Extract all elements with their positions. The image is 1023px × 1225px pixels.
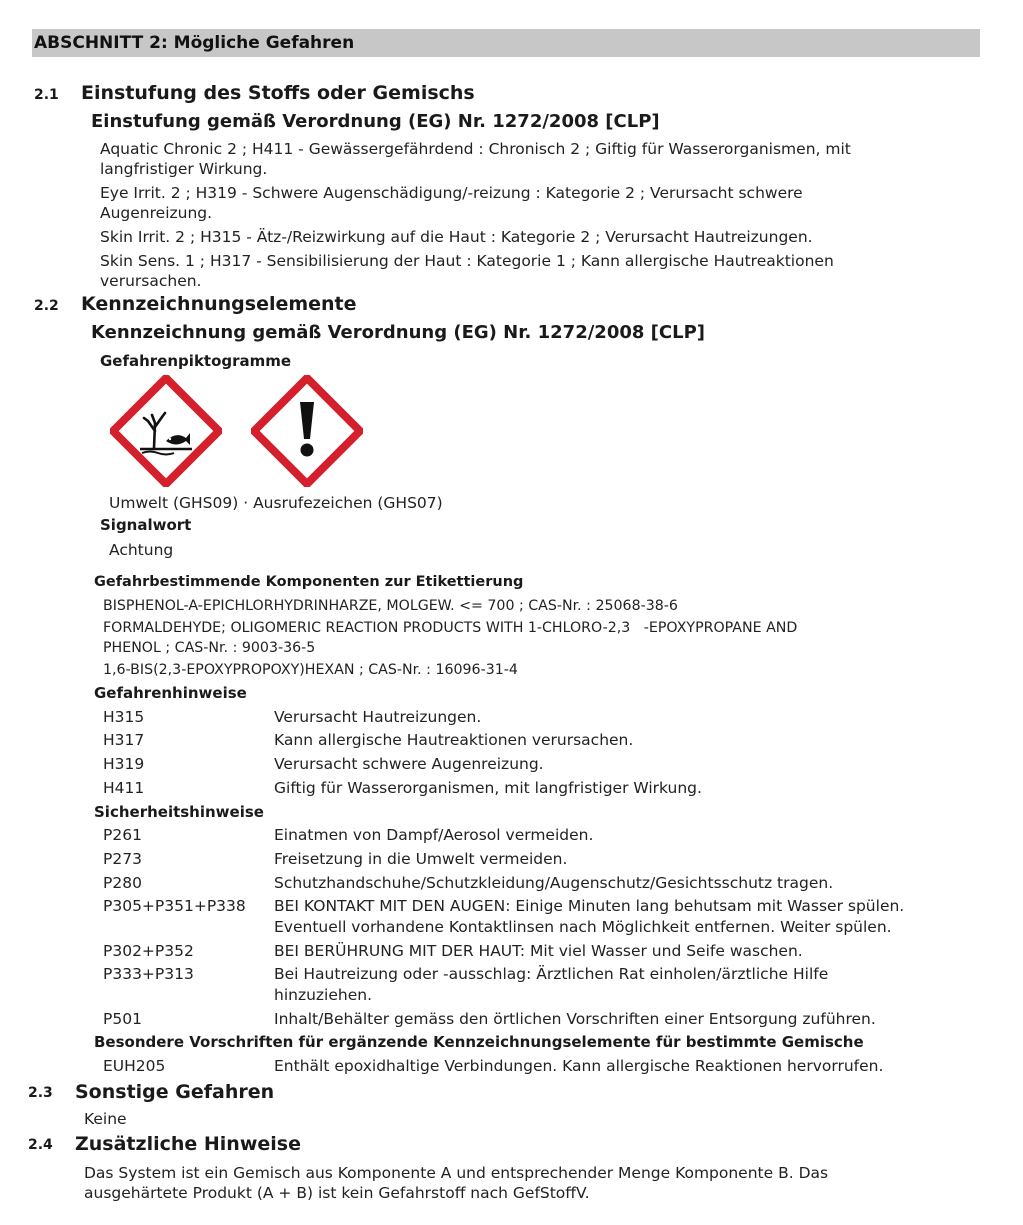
hazard-text: Verursacht schwere Augenreizung. <box>274 755 544 773</box>
hazard-code: H319 <box>103 755 145 773</box>
precautionary-statements-label: Sicherheitshinweise <box>94 803 264 821</box>
precaution-code: P302+P352 <box>103 942 194 960</box>
hazard-text: Giftig für Wasserorganismen, mit langfristiger Wirkung. <box>274 779 702 797</box>
special-provisions-label: Besondere Vorschriften für ergänzende Kennzeichnungselemente für bestimmte Gemische <box>94 1033 864 1051</box>
precaution-text: Einatmen von Dampf/Aerosol vermeiden. <box>274 826 594 844</box>
section-header: ABSCHNITT 2: Mögliche Gefahren <box>34 33 355 53</box>
exclamation-pictogram-icon <box>251 375 363 487</box>
hazard-text: Kann allergische Hautreaktionen verursachen. <box>274 731 634 749</box>
precaution-text: Bei Hautreizung oder -ausschlag: Ärztlichen Rat einholen/ärztliche Hilfe <box>274 965 829 983</box>
special-code: EUH205 <box>103 1057 166 1075</box>
precaution-code: P305+P351+P338 <box>103 897 246 915</box>
precaution-text: BEI KONTAKT MIT DEN AUGEN: Einige Minuten lang behutsam mit Wasser spülen. <box>274 897 905 915</box>
precaution-text: Inhalt/Behälter gemäss den örtlichen Vorschriften einer Entsorgung zuführen. <box>274 1010 876 1028</box>
component-line: 1,6-BIS(2,3-EPOXYPROPOXY)HEXAN ; CAS-Nr. : 16096-31-4 <box>103 662 518 678</box>
section-2-2-number: 2.2 <box>34 298 59 314</box>
classification-line: verursachen. <box>100 272 202 290</box>
classification-line: Aquatic Chronic 2 ; H411 - Gewässergefährdend : Chronisch 2 ; Giftig für Wasserorganismen, mit <box>100 140 851 158</box>
component-line: PHENOL ; CAS-Nr. : 9003-36-5 <box>103 640 316 656</box>
environment-pictogram-icon <box>110 375 222 487</box>
precaution-code: P333+P313 <box>103 965 194 983</box>
components-label: Gefahrbestimmende Komponenten zur Etikettierung <box>94 574 524 590</box>
section-2-4-number: 2.4 <box>28 1137 53 1153</box>
classification-line: langfristiger Wirkung. <box>100 160 268 178</box>
component-line: FORMALDEHYDE; OLIGOMERIC REACTION PRODUCTS WITH 1-CHLORO-2,3 -EPOXYPROPANE AND <box>103 620 798 636</box>
precaution-code: P261 <box>103 826 142 844</box>
section-2-1-title: Einstufung des Stoffs oder Gemischs <box>81 82 475 104</box>
other-hazards-text: Keine <box>84 1110 127 1128</box>
pictograms-caption: Umwelt (GHS09) · Ausrufezeichen (GHS07) <box>109 494 443 512</box>
hazard-text: Verursacht Hautreizungen. <box>274 708 482 726</box>
precaution-text: Eventuell vorhandene Kontaktlinsen nach Möglichkeit entfernen. Weiter spülen. <box>274 918 892 936</box>
precaution-code: P273 <box>103 850 142 868</box>
signal-word-label: Signalwort <box>100 516 192 534</box>
hazard-code: H317 <box>103 731 145 749</box>
section-2-2-subtitle: Kennzeichnung gemäß Verordnung (EG) Nr. 1272/2008 [CLP] <box>91 322 705 343</box>
signal-word-value: Achtung <box>109 541 174 559</box>
additional-info-line: Das System ist ein Gemisch aus Komponente A und entsprechender Menge Komponente B. Das <box>84 1164 829 1182</box>
hazard-statements-label: Gefahrenhinweise <box>94 684 247 702</box>
precaution-code: P501 <box>103 1010 142 1028</box>
section-2-1-number: 2.1 <box>34 87 59 103</box>
component-line: BISPHENOL-A-EPICHLORHYDRINHARZE, MOLGEW. <= 700 ; CAS-Nr. : 25068-38-6 <box>103 598 678 614</box>
precaution-text: BEI BERÜHRUNG MIT DER HAUT: Mit viel Wasser und Seife waschen. <box>274 942 803 960</box>
classification-line: Skin Irrit. 2 ; H315 - Ätz-/Reizwirkung auf die Haut : Kategorie 2 ; Verursacht Hautreizungen. <box>100 228 813 246</box>
hazard-code: H315 <box>103 708 145 726</box>
section-2-2-title: Kennzeichnungselemente <box>81 293 357 315</box>
precaution-text: Freisetzung in die Umwelt vermeiden. <box>274 850 568 868</box>
additional-info-line: ausgehärtete Produkt (A + B) ist kein Gefahrstoff nach GefStoffV. <box>84 1184 590 1202</box>
classification-line: Eye Irrit. 2 ; H319 - Schwere Augenschädigung/-reizung : Kategorie 2 ; Verursacht schwere <box>100 184 803 202</box>
section-2-3-number: 2.3 <box>28 1085 53 1101</box>
pictograms-label: Gefahrenpiktogramme <box>100 352 292 370</box>
precaution-text: hinzuziehen. <box>274 986 373 1004</box>
section-2-3-title: Sonstige Gefahren <box>75 1081 275 1103</box>
special-text: Enthält epoxidhaltige Verbindungen. Kann allergische Reaktionen hervorrufen. <box>274 1057 884 1075</box>
precaution-text: Schutzhandschuhe/Schutzkleidung/Augenschutz/Gesichtsschutz tragen. <box>274 874 834 892</box>
hazard-code: H411 <box>103 779 145 797</box>
precaution-code: P280 <box>103 874 142 892</box>
classification-line: Augenreizung. <box>100 204 213 222</box>
section-2-4-title: Zusätzliche Hinweise <box>75 1133 301 1155</box>
section-2-1-subtitle: Einstufung gemäß Verordnung (EG) Nr. 1272/2008 [CLP] <box>91 111 660 132</box>
classification-line: Skin Sens. 1 ; H317 - Sensibilisierung der Haut : Kategorie 1 ; Kann allergische Hautreaktionen <box>100 252 834 270</box>
